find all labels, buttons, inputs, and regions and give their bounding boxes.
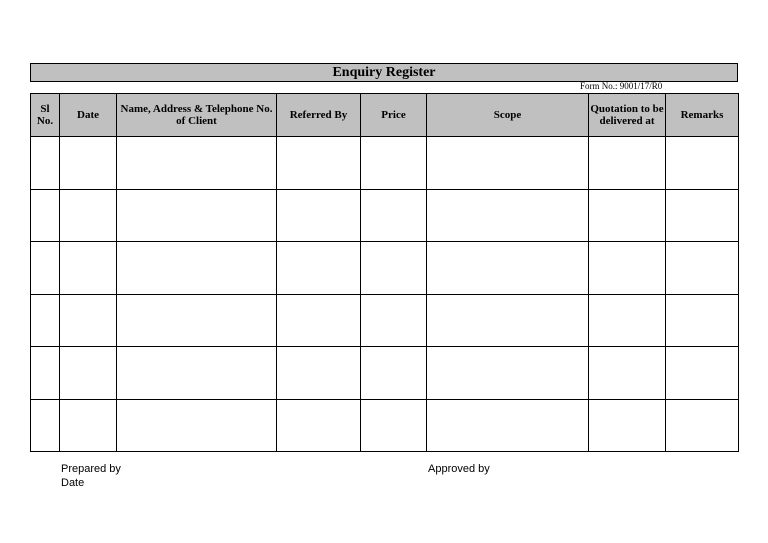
- table-cell[interactable]: [117, 189, 277, 242]
- table-cell[interactable]: [666, 242, 739, 295]
- table-cell[interactable]: [361, 189, 427, 242]
- table-cell[interactable]: [60, 137, 117, 190]
- column-header-referred-by: Referred By: [277, 94, 361, 137]
- table-row: [31, 189, 739, 242]
- table-cell[interactable]: [589, 242, 666, 295]
- table-cell[interactable]: [427, 347, 589, 400]
- table-cell[interactable]: [31, 137, 60, 190]
- date-label: Date: [61, 477, 85, 489]
- table-cell[interactable]: [60, 399, 117, 452]
- prepared-by-label: Prepared by: [61, 463, 121, 475]
- table-cell[interactable]: [666, 347, 739, 400]
- table-cell[interactable]: [117, 347, 277, 400]
- table-cell[interactable]: [31, 242, 60, 295]
- table-cell[interactable]: [31, 399, 60, 452]
- table-cell[interactable]: [427, 189, 589, 242]
- table-cell[interactable]: [427, 137, 589, 190]
- table-cell[interactable]: [31, 294, 60, 347]
- table-cell[interactable]: [117, 294, 277, 347]
- table-cell[interactable]: [277, 294, 361, 347]
- enquiry-register-table: [30, 93, 739, 452]
- table-cell[interactable]: [31, 189, 60, 242]
- table-header-row: [31, 94, 739, 137]
- table-cell[interactable]: [60, 347, 117, 400]
- table-cell[interactable]: [117, 137, 277, 190]
- column-header-client: Name, Address & Telephone No. of Client: [117, 94, 277, 137]
- table-cell[interactable]: [666, 137, 739, 190]
- table-cell[interactable]: [361, 347, 427, 400]
- table-cell[interactable]: [277, 189, 361, 242]
- table-cell[interactable]: [427, 294, 589, 347]
- table-cell[interactable]: [589, 294, 666, 347]
- table-row: [31, 242, 739, 295]
- table-cell[interactable]: [589, 137, 666, 190]
- column-header-price: Price: [361, 94, 427, 137]
- column-header-sl-no: Sl No.: [31, 94, 60, 137]
- table-cell[interactable]: [361, 399, 427, 452]
- table-cell[interactable]: [666, 399, 739, 452]
- table-cell[interactable]: [589, 189, 666, 242]
- table-cell[interactable]: [427, 399, 589, 452]
- table-cell[interactable]: [117, 242, 277, 295]
- table-cell[interactable]: [361, 294, 427, 347]
- table-row: [31, 294, 739, 347]
- table-cell[interactable]: [60, 294, 117, 347]
- table-cell[interactable]: [589, 347, 666, 400]
- table-cell[interactable]: [60, 242, 117, 295]
- table-cell[interactable]: [277, 347, 361, 400]
- table-cell[interactable]: [60, 189, 117, 242]
- register-title: Enquiry Register: [30, 63, 738, 82]
- table-cell[interactable]: [277, 399, 361, 452]
- table-cell[interactable]: [666, 294, 739, 347]
- table-row: [31, 137, 739, 190]
- column-header-quotation: Quotation to be delivered at: [589, 94, 666, 137]
- form-number: Form No.: 9001/17/R0: [580, 81, 663, 91]
- table-cell[interactable]: [361, 137, 427, 190]
- column-header-remarks: Remarks: [666, 94, 739, 137]
- column-header-scope: Scope: [427, 94, 589, 137]
- table-cell[interactable]: [666, 189, 739, 242]
- table-cell[interactable]: [589, 399, 666, 452]
- table-cell[interactable]: [277, 242, 361, 295]
- table-cell[interactable]: [117, 399, 277, 452]
- table-row: [31, 399, 739, 452]
- table-cell[interactable]: [31, 347, 60, 400]
- table-cell[interactable]: [277, 137, 361, 190]
- approved-by-label: Approved by: [428, 463, 490, 475]
- table-row: [31, 347, 739, 400]
- table-cell[interactable]: [361, 242, 427, 295]
- column-header-date: Date: [60, 94, 117, 137]
- table-cell[interactable]: [427, 242, 589, 295]
